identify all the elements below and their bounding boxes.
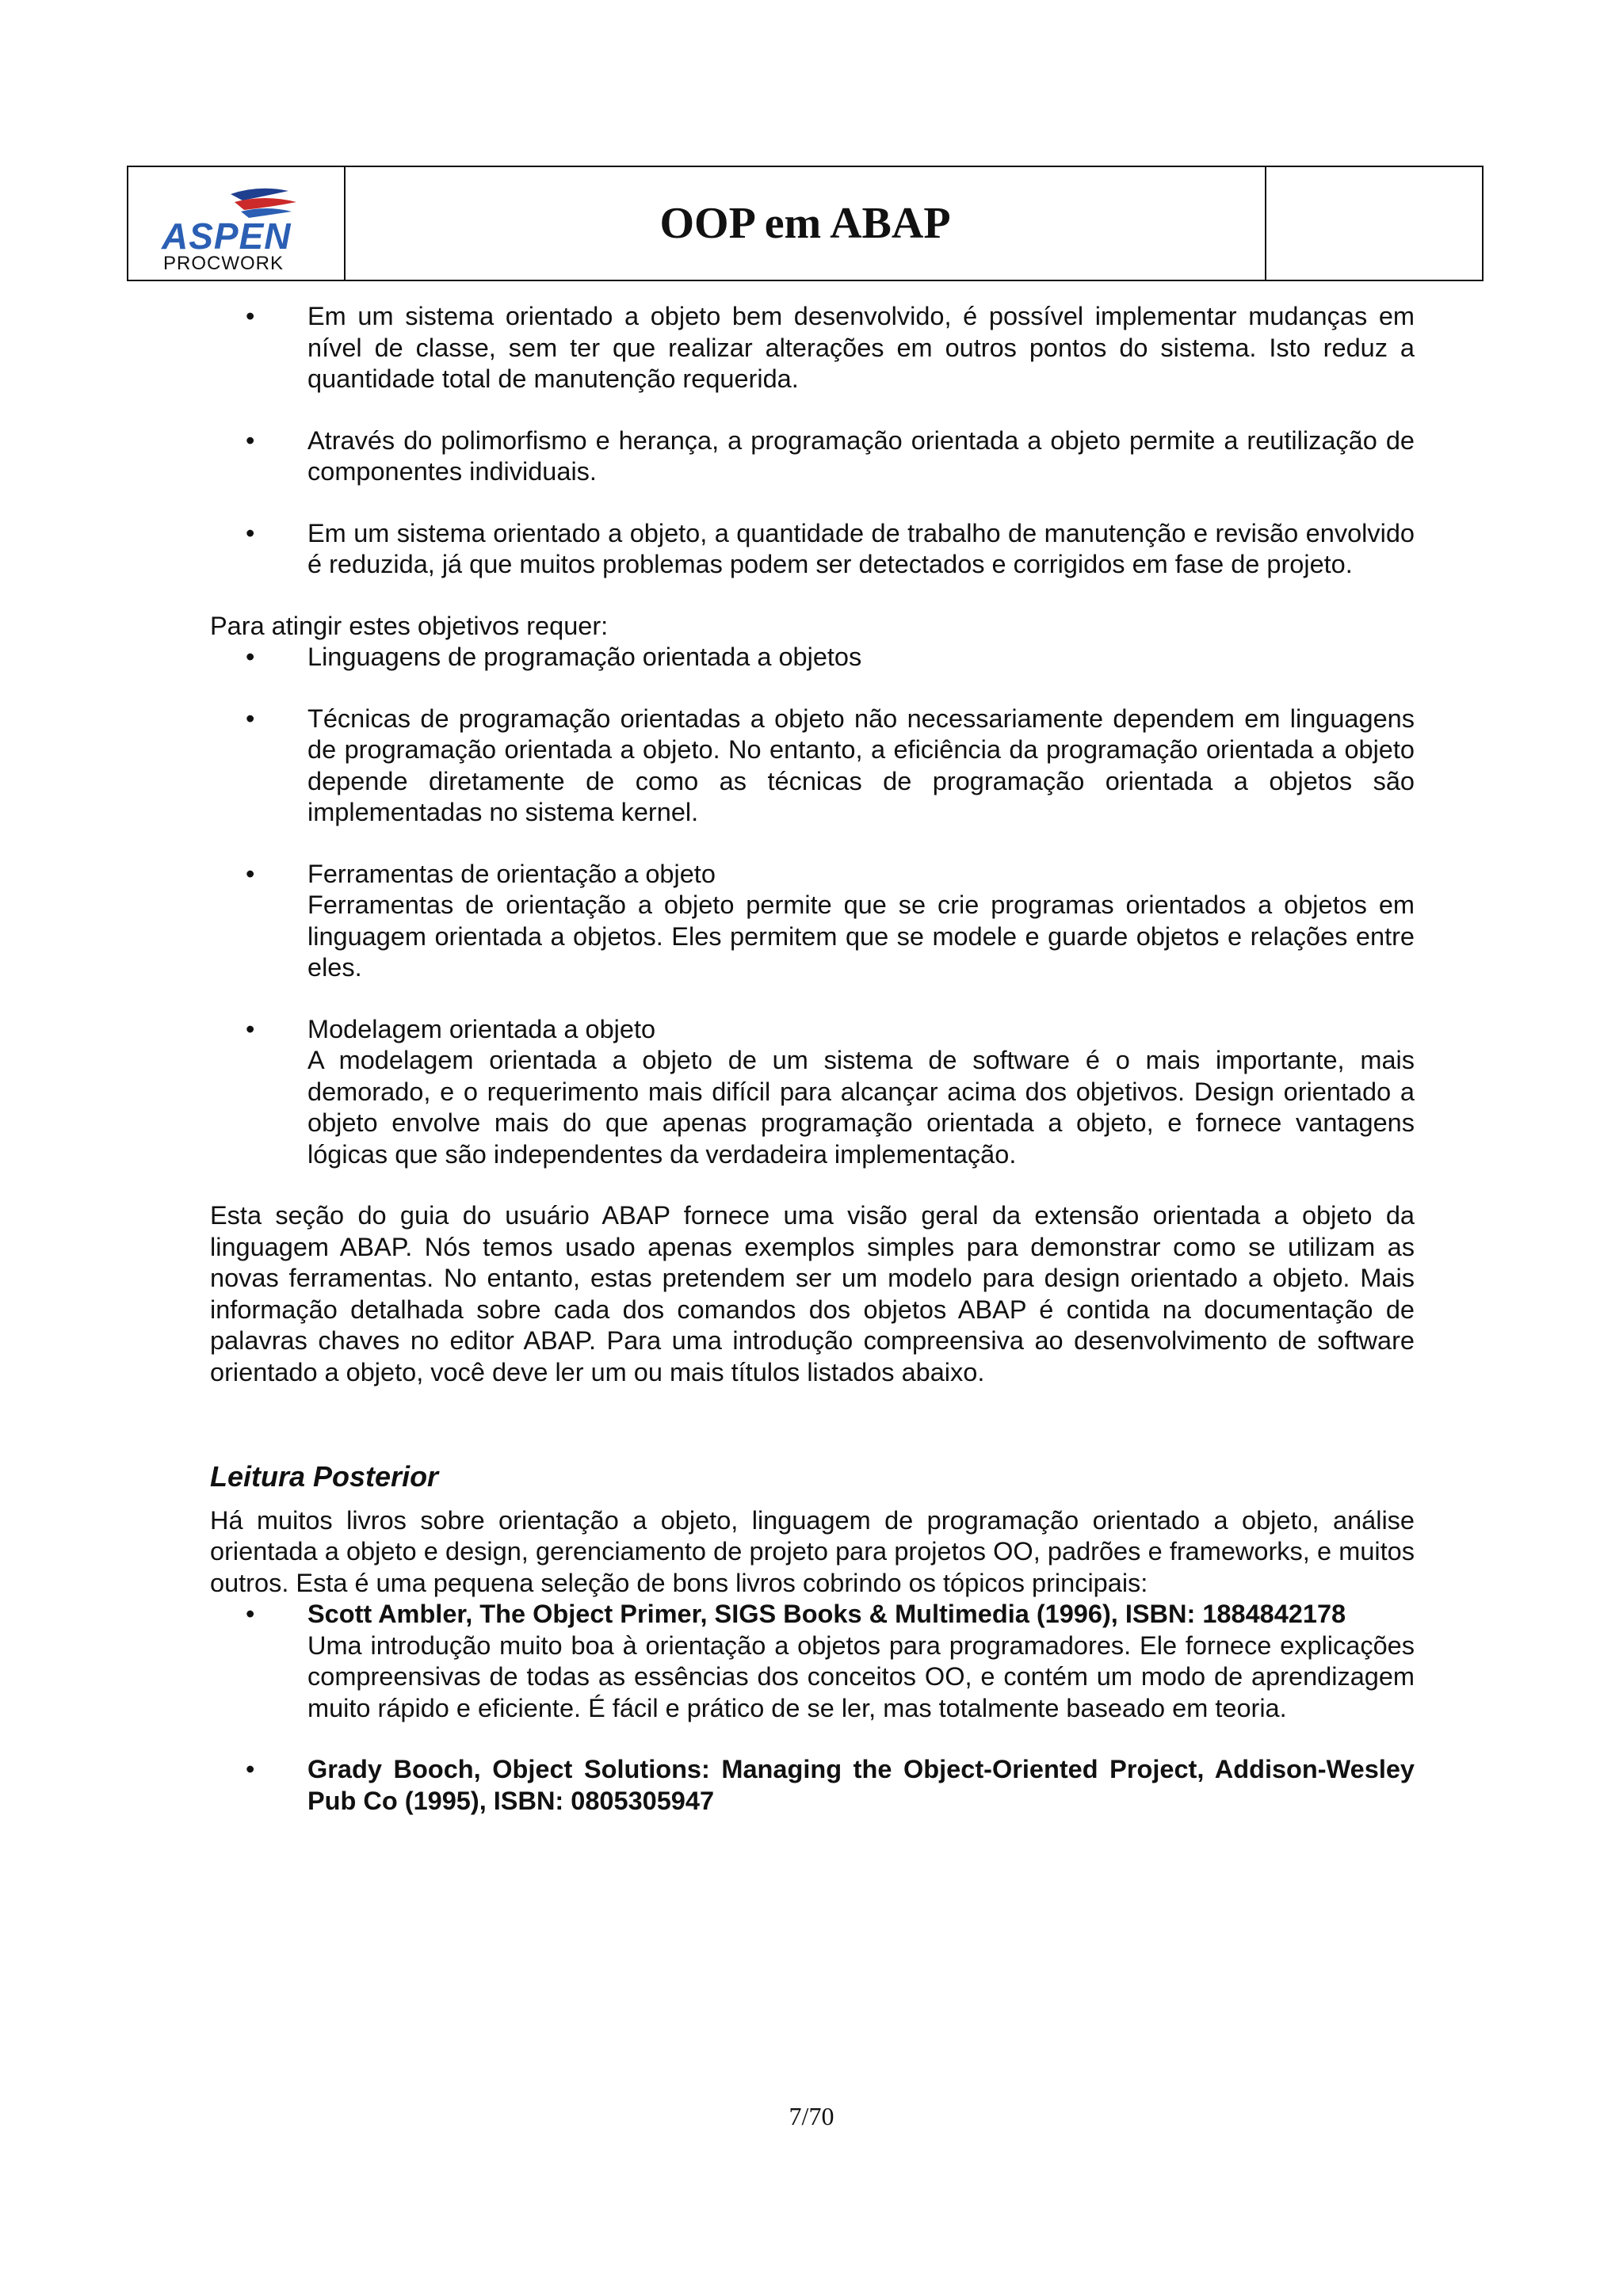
book-item: • Scott Ambler, The Object Primer, SIGS Books & Multimedia (1996), ISBN: 1884842178 Uma introdução muito boa à orientação a objetos para programadores. Ele fornece explicações compreensivas de todas as essências dos conceitos OO, e contém um modo de aprendizagem muito rápido e eficiente. É fácil e prático de se ler, mas totalmente baseado em teoria. <box>307 1599 1415 1724</box>
list-item-detail: Ferramentas de orientação a objeto permite que se crie programas orientados a objetos em linguagem orientada a objetos. Eles permitem que se modele e guarde objetos e relações entre eles. <box>307 891 1415 982</box>
bullet-icon: • <box>246 302 255 330</box>
list-item: • Em um sistema orientado a objeto bem desenvolvido, é possível implementar mudanças em nível de classe, sem ter que realizar alterações em outros pontos do sistema. Isto reduz a quantidade total de manutenção requerida. <box>246 302 1415 393</box>
list-item: • Em um sistema orientado a objeto, a quantidade de trabalho de manutenção e revisão envolvido é reduzida, já que muitos problemas podem ser detectados e corrigidos em fase de projeto. <box>246 518 1415 578</box>
bullet-icon: • <box>246 643 255 671</box>
book-item: • Grady Booch, Object Solutions: Managing the Object-Oriented Project, Addison-Wesley Pub Co (1995), ISBN: 0805305947 <box>246 1755 1415 1815</box>
list-item: • Ferramentas de orientação a objeto Ferramentas de orientação a objeto permite que se crie programas orientados a objetos em linguagem orientada a objetos. Eles permitem que se modele e guarde objetos e relações entre eles. <box>307 859 1415 984</box>
books-list <box>210 1599 1415 1817</box>
bullet-icon: • <box>246 1014 255 1043</box>
header-right-cell <box>1265 167 1482 280</box>
page-number: 7/70 <box>789 2102 834 2130</box>
list-item: • Linguagens de programação orientada a objetos <box>307 642 1415 673</box>
requirements-intro: Para atingir estes objetivos requer: <box>210 611 609 640</box>
list-item: • Através do polimorfismo e herança, a programação orientada a objeto permite a reutilização de componentes individuais. <box>246 425 1415 486</box>
summary-paragraph: Esta seção do guia do usuário ABAP fornece uma visão geral da extensão orientada a objeto da linguagem ABAP. Nós temos usado apenas exemplos simples para demonstrar como se utilizam as novas ferramentas. No entanto, estas pretendem ser um modelo para design orientado a objeto. Mais informação detalhada sobre cada dos comandos dos objetos ABAP é contida na documentação de palavras chaves no editor ABAP. Para uma introdução compreensiva ao desenvolvimento de software orientado a objeto, você deve ler um ou mais títulos listados abaixo. <box>210 1201 1415 1386</box>
bullet-icon: • <box>246 704 255 733</box>
bullet-icon: • <box>246 1600 255 1628</box>
list-item: • Técnicas de programação orientadas a objeto não necessariamente dependem em linguagens de programação orientada a objeto. No entanto, a eficiência da programação orientada a objeto depende diretamente de como as técnicas de programação orientada a objetos são implementadas no sistema kernel. <box>246 704 1415 826</box>
advantages-list <box>210 301 1415 581</box>
page-header <box>127 166 1484 281</box>
further-reading-title: Leitura Posterior <box>210 1460 439 1493</box>
bullet-icon: • <box>246 518 255 547</box>
logo-procwork-text: PROCWORK <box>163 253 284 274</box>
bullet-icon: • <box>246 1755 255 1783</box>
list-item-detail: A modelagem orientada a objeto de um sistema de software é o mais importante, mais demorado, e o requerimento mais difícil para alcançar acima dos objetivos. Design orientado a objeto envolve mais do que apenas programação orientada a objeto, e fornece vantagens lógicas que são independentes da verdadeira implementação. <box>307 1046 1415 1169</box>
bullet-icon: • <box>246 859 255 888</box>
requirements-list <box>210 642 1415 1170</box>
bullet-icon: • <box>246 425 255 455</box>
logo-cell <box>128 167 346 280</box>
page-content <box>210 301 1415 1847</box>
book-description: Uma introdução muito boa à orientação a objetos para programadores. Ele fornece explicações compreensivas de todas as essências dos conceitos OO, e contém um modo de aprendizagem muito rápido e eficiente. É fácil e prático de se ler, mas totalmente baseado em teoria. <box>307 1630 1415 1722</box>
logo-aspen-text: ASPEN <box>162 215 292 257</box>
document-title: OOP em ABAP <box>659 199 951 248</box>
list-item: • Modelagem orientada a objeto A modelagem orientada a objeto de um sistema de software é o mais importante, mais demorado, e o requerimento mais difícil para alcançar acima dos objetivos. Design orientado a objeto envolve mais do que apenas programação orientada a objeto, e fornece vantagens lógicas que são independentes da verdadeira implementação. <box>307 1014 1415 1171</box>
further-reading-intro: Há muitos livros sobre orientação a objeto, linguagem de programação orientado a objeto, análise orientada a objeto e design, gerenciamento de projeto para projetos OO, padrões e frameworks, e muitos outros. Esta é uma pequena seleção de bons livros cobrindo os tópicos principais: <box>210 1505 1415 1597</box>
